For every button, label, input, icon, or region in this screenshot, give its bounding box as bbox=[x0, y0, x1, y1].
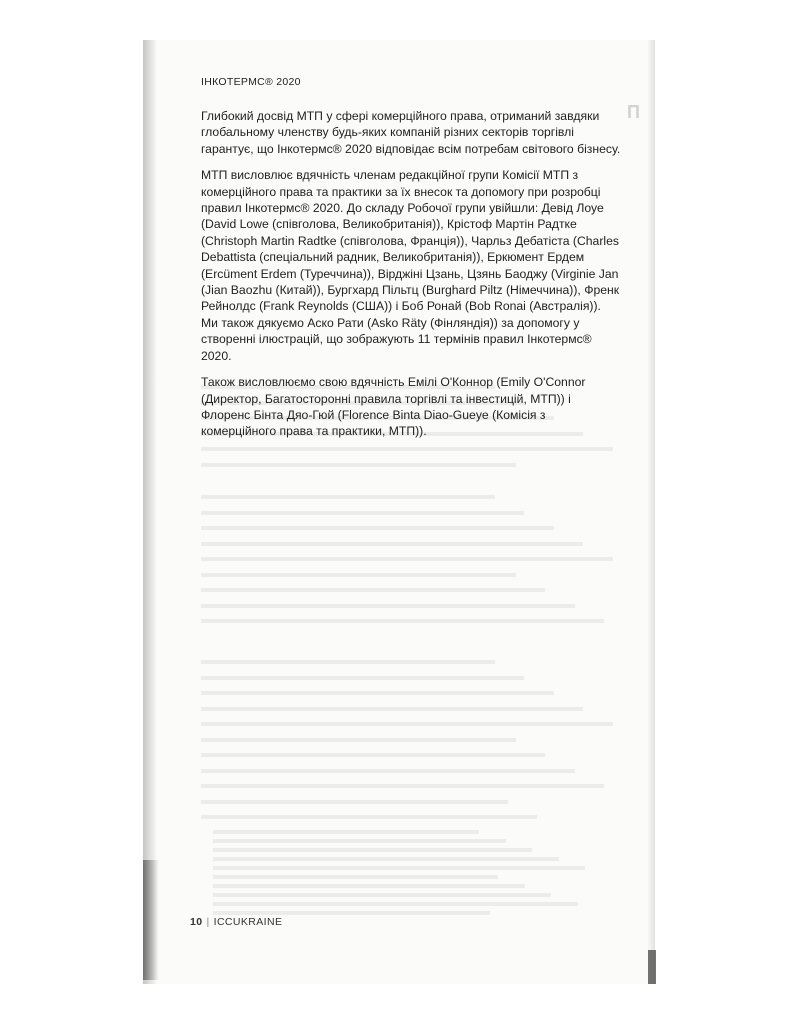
show-through-line bbox=[201, 676, 524, 680]
show-through-footnotes bbox=[213, 830, 593, 920]
page-edge-shadow bbox=[647, 40, 655, 984]
show-through-line bbox=[201, 495, 495, 499]
show-through-line bbox=[201, 542, 583, 546]
show-through-text-block bbox=[201, 660, 621, 831]
page-number: 10 bbox=[190, 916, 203, 928]
paragraph: МТП висловлює вдячність членам редакційної групи Комісії МТП з комерційного права та практики за їх внесок та допомогу при розробці правил Інкотермс® 2020. До складу Робочої групи увійшли: Девід Лоуе (David Lowe (співголова, Великобританія)), Крістоф Мартін Радтке (Christoph Martin Radtke (співголова, Франція)), Чарльз Дебатіста (Charles Debattista (спеціальний радник, Великобританія)), Еркюмент Ердем (Ercüment Erdem (Туреччина)), Вірджіні Цзань, Цзянь Баоджу (Virginie Jan (Jian Baozhu (Китай)), Бургхард Пільтц (Burghard Piltz (Німеччина)), Френк Рейнолдс (Frank Reynolds (США)) і Боб Ронай (Bob Ronai (Австралія)). Ми також дякуємо Аско Рати (Asko Räty (Фінляндія)) за допомогу у створенні ілюстрацій, що зображують 11 термінів правил Інкотермс® 2020. bbox=[201, 168, 620, 363]
footer-separator: | bbox=[206, 916, 210, 928]
show-through-line bbox=[201, 463, 516, 467]
show-through-line bbox=[213, 857, 559, 861]
show-through-line bbox=[213, 893, 551, 897]
show-through-line bbox=[213, 830, 479, 834]
running-header: ІНКОТЕРМС® 2020 bbox=[201, 76, 301, 88]
show-through-line bbox=[201, 753, 545, 757]
show-through-line bbox=[201, 511, 524, 515]
show-through-line bbox=[201, 784, 604, 788]
show-through-line bbox=[201, 557, 613, 561]
show-through-line bbox=[201, 769, 575, 773]
show-through-line bbox=[213, 839, 506, 843]
page-footer bbox=[190, 916, 282, 928]
show-through-line bbox=[213, 866, 585, 870]
show-through-line bbox=[213, 911, 490, 915]
show-through-line bbox=[201, 588, 545, 592]
show-through-line bbox=[201, 660, 495, 664]
footer-brand: ICCUKRAINE bbox=[213, 916, 283, 928]
show-through-line bbox=[201, 573, 516, 577]
show-through-text-block bbox=[201, 495, 621, 635]
page-content bbox=[201, 76, 621, 450]
show-through-line bbox=[201, 619, 604, 623]
scanned-page bbox=[143, 40, 655, 984]
show-through-line bbox=[201, 722, 613, 726]
show-through-line bbox=[213, 848, 532, 852]
show-through-line bbox=[201, 707, 583, 711]
show-through-line bbox=[201, 526, 554, 530]
show-through-line bbox=[213, 902, 578, 906]
show-through-line bbox=[201, 604, 575, 608]
binding-shadow bbox=[143, 860, 159, 980]
show-through-heading: П bbox=[627, 102, 640, 122]
show-through-line bbox=[201, 800, 508, 804]
spine-shadow bbox=[143, 40, 157, 984]
show-through-line bbox=[201, 691, 554, 695]
paragraph: Також висловлюємо свою вдячність Емілі О'Коннор (Emily O'Connor (Директор, Багатосторонні правила торгівлі та інвестицій, МТП)) і Флоренс Бінта Дяо-Гюй (Florence Binta Diao-Gueye (Комісія з комерційного права та практики, МТП)). bbox=[201, 375, 586, 439]
page-corner-shadow bbox=[648, 950, 656, 984]
show-through-line bbox=[201, 738, 516, 742]
show-through-line bbox=[213, 884, 525, 888]
paragraph: Глибокий досвід МТП у сфері комерційного права, отриманий завдяки глобальному членству будь-яких компаній різних секторів торгівлі гарантує, що Інкотермс® 2020 відповідає всім потребам світового бізнесу. bbox=[201, 109, 621, 156]
show-through-line bbox=[213, 875, 498, 879]
show-through-line bbox=[201, 815, 537, 819]
